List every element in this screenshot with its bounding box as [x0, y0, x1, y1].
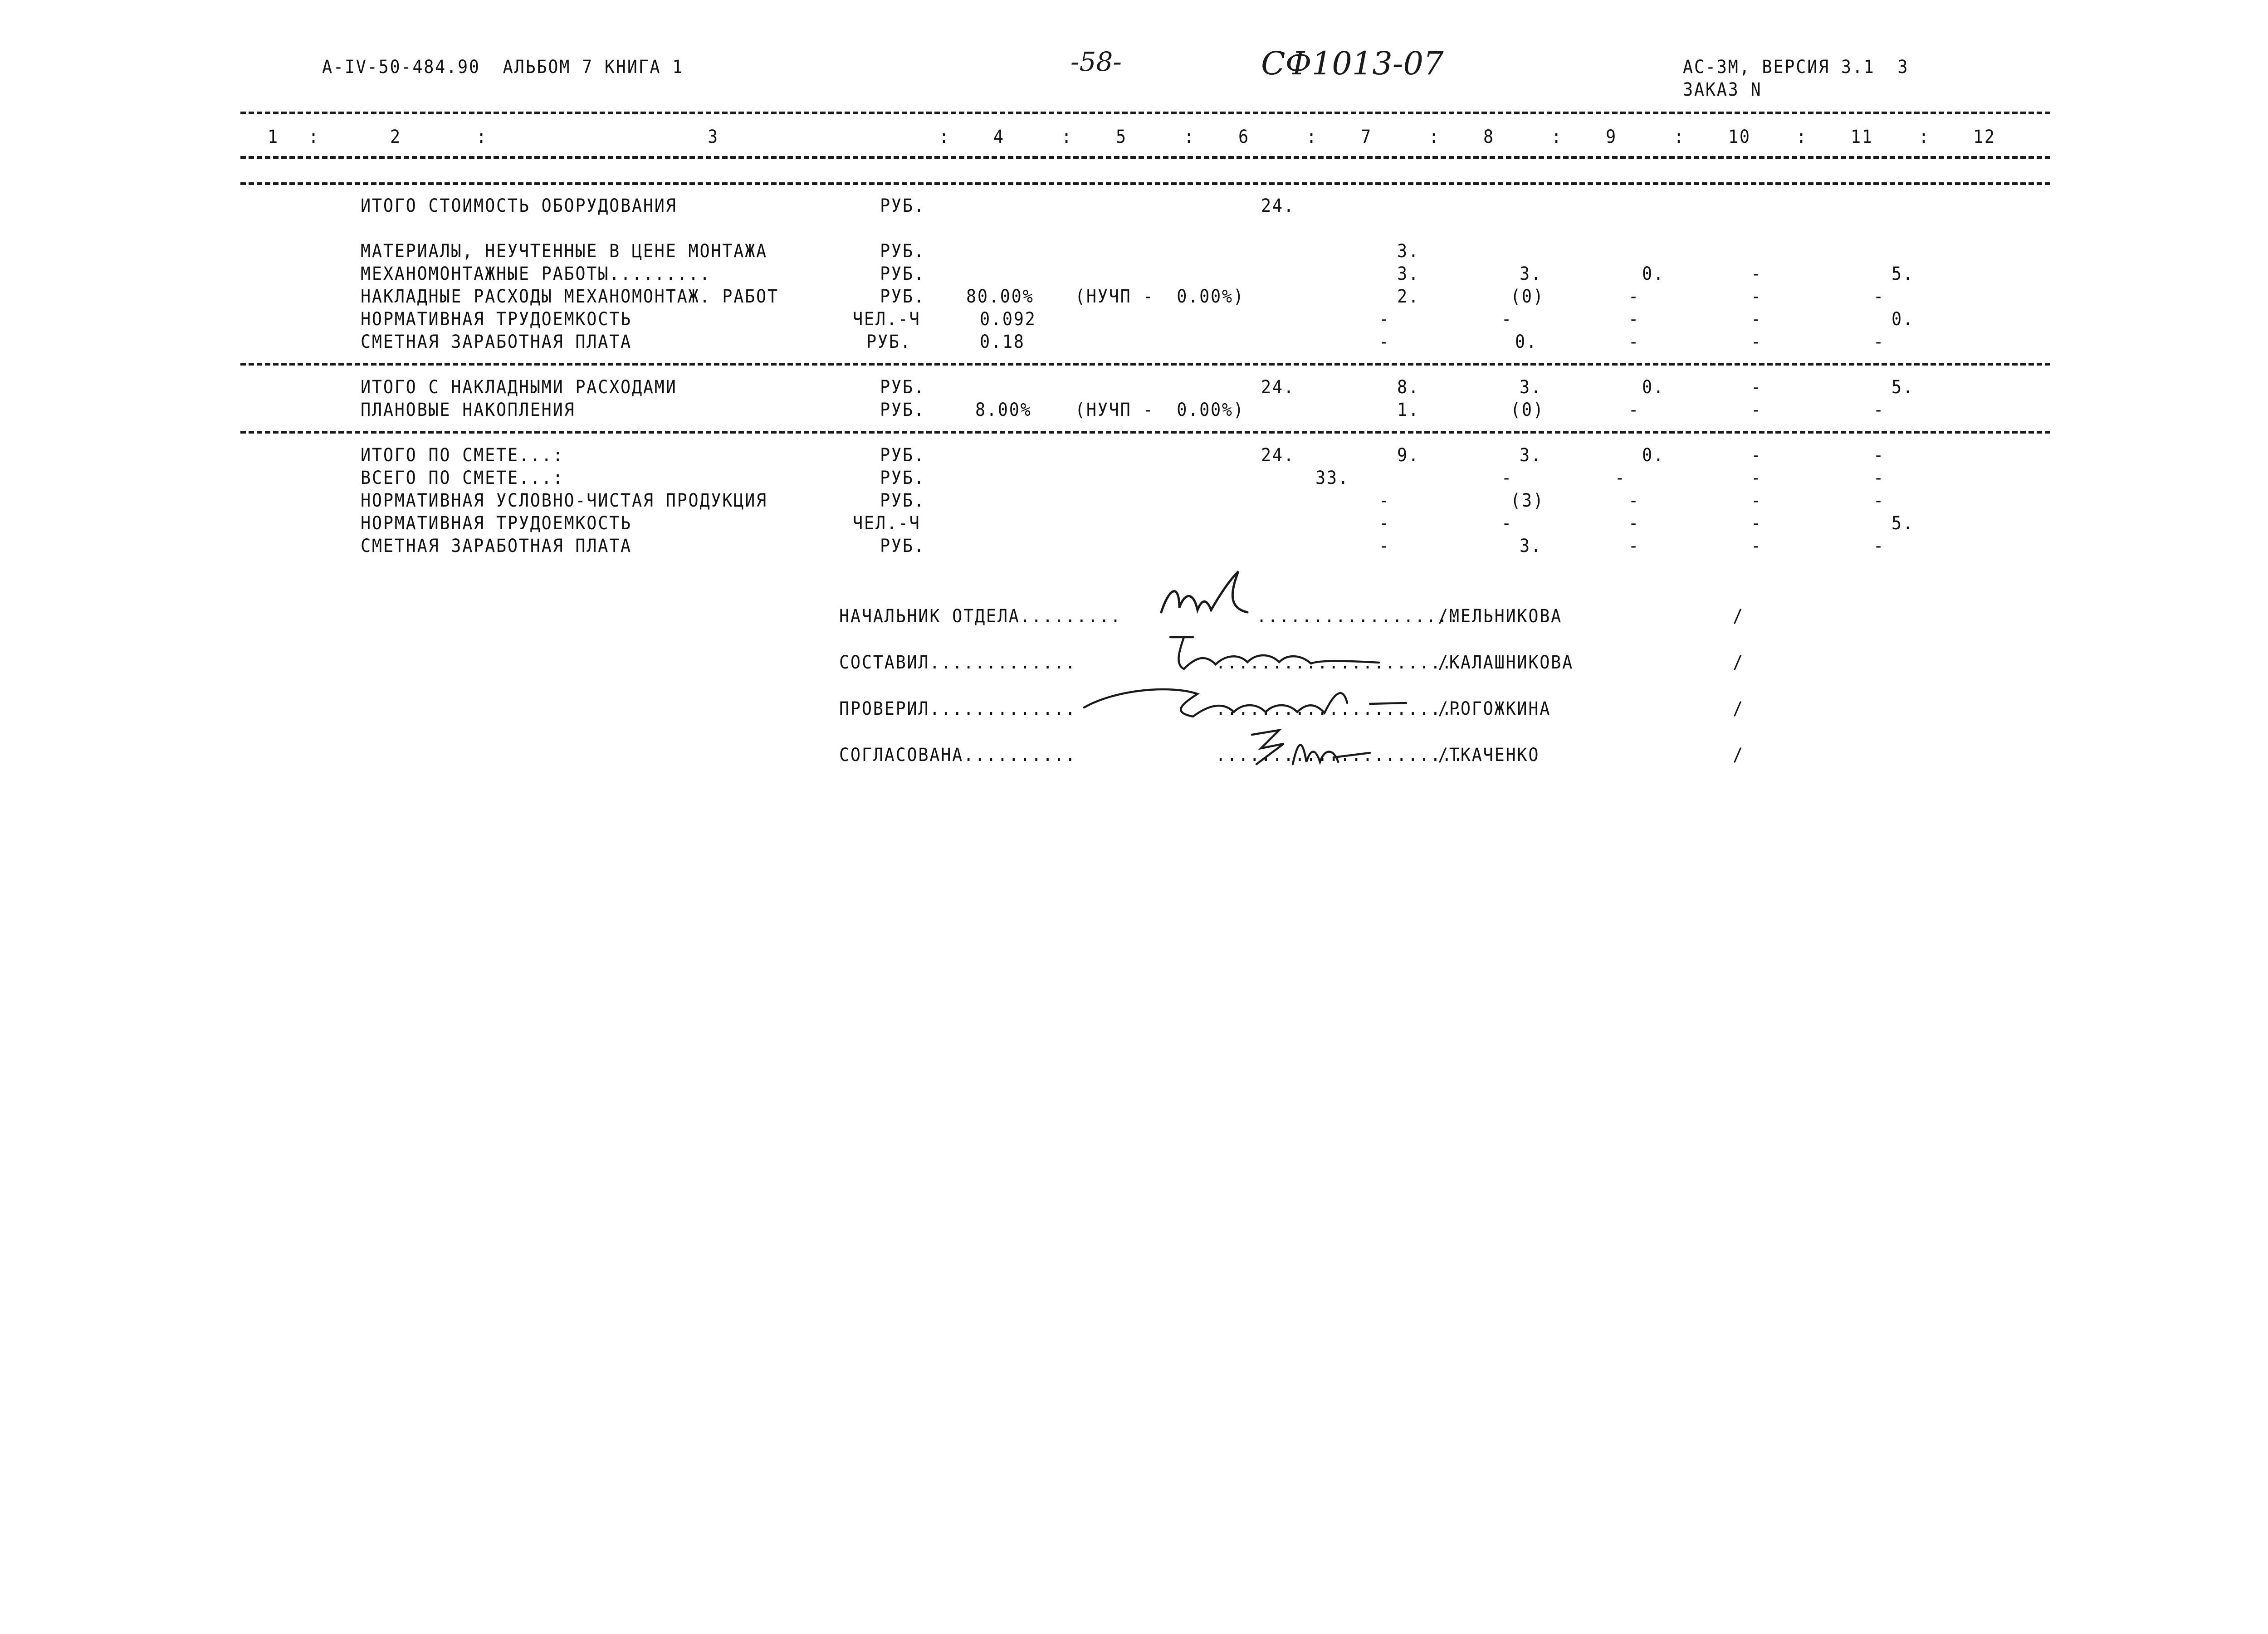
signature-role: ПРОВЕРИЛ.............: [839, 698, 1077, 719]
column-separator: :: [1919, 127, 1930, 147]
col10-value: -: [1751, 332, 1762, 352]
col10-value: -: [1751, 536, 1762, 556]
row-unit: РУБ.: [880, 445, 925, 466]
col5-value: (НУЧП - 0.00%): [1075, 400, 1245, 420]
col9-value: -: [1628, 536, 1640, 556]
handwritten-signature: [1166, 628, 1402, 678]
row-label: ИТОГО ПО СМЕТЕ...:: [361, 445, 564, 466]
col8-value: 3.: [1520, 263, 1542, 284]
col11-value: 5.: [1892, 377, 1914, 398]
signature-slash: /: [1733, 745, 1744, 766]
col11-value: 5.: [1892, 263, 1914, 284]
row-label: НОРМАТИВНАЯ УСЛОВНО-ЧИСТАЯ ПРОДУКЦИЯ: [361, 490, 767, 511]
column-number: 8: [1483, 127, 1495, 147]
row-label: МЕХАНОМОНТАЖНЫЕ РАБОТЫ.........: [361, 263, 711, 284]
signature-dots: ..................: [1256, 606, 1460, 627]
col9-value: -: [1628, 400, 1640, 420]
col8-value: 3.: [1520, 536, 1542, 556]
col11-value: -: [1873, 445, 1885, 466]
col9-value: 0.: [1642, 445, 1665, 466]
row-label: СМЕТНАЯ ЗАРАБОТНАЯ ПЛАТА: [361, 332, 632, 352]
col7-value: 9.: [1397, 445, 1420, 466]
row-label: ИТОГО С НАКЛАДНЫМИ РАСХОДАМИ: [361, 377, 677, 398]
col8-value: 3.: [1520, 377, 1542, 398]
column-number: 4: [993, 127, 1005, 147]
col10-value: -: [1751, 263, 1762, 284]
col8-value: (0): [1510, 400, 1545, 420]
col9-value: -: [1628, 513, 1640, 534]
row-unit: РУБ.: [880, 263, 925, 284]
column-separator: :: [308, 127, 320, 147]
col9-value: -: [1628, 332, 1640, 352]
column-number: 12: [1973, 127, 1996, 147]
col8-value: (0): [1510, 286, 1545, 307]
signatory-name: /РОГОЖКИНА: [1438, 698, 1551, 719]
column-number: 7: [1361, 127, 1372, 147]
column-separator: :: [476, 127, 488, 147]
col6-value: 24.: [1261, 445, 1295, 466]
signature-role: НАЧАЛЬНИК ОТДЕЛА.........: [839, 606, 1122, 627]
page-number: -58-: [1070, 46, 1122, 77]
signature-slash: /: [1733, 652, 1744, 673]
col8-value: 0.: [1515, 332, 1538, 352]
col7-value: -: [1379, 309, 1390, 330]
column-number: 6: [1238, 127, 1250, 147]
col7-value: -: [1379, 536, 1390, 556]
column-separator: :: [1796, 127, 1808, 147]
row-label: МАТЕРИАЛЫ, НЕУЧТЕННЫЕ В ЦЕНЕ МОНТАЖА: [361, 241, 767, 262]
row-unit: РУБ.: [880, 490, 925, 511]
row-unit: ЧЕЛ.-Ч: [853, 309, 921, 330]
signature-slash: /: [1733, 698, 1744, 719]
software-version: АС-3М, ВЕРСИЯ 3.1 3: [1683, 57, 1909, 78]
col11-value: -: [1873, 332, 1885, 352]
col10-value: -: [1751, 468, 1762, 488]
col4-value: 0.18: [980, 332, 1025, 352]
col8-value: -: [1501, 468, 1513, 488]
column-number: 3: [708, 127, 719, 147]
col4-value: 8.00%: [975, 400, 1032, 420]
col11-value: -: [1873, 536, 1885, 556]
column-separator: :: [1429, 127, 1440, 147]
col7-value: -: [1379, 513, 1390, 534]
document-code: СФ1013-07: [1261, 45, 1444, 82]
col11-value: 0.: [1892, 309, 1914, 330]
section-divider: [240, 363, 2050, 366]
col9-value: 0.: [1642, 263, 1665, 284]
col10-value: -: [1751, 400, 1762, 420]
col6b-value: 33.: [1315, 468, 1349, 488]
row-unit: ЧЕЛ.-Ч: [853, 513, 921, 534]
col7-value: -: [1379, 332, 1390, 352]
table-top-rule: [240, 112, 2050, 114]
col4-value: 80.00%: [966, 286, 1034, 307]
col11-value: -: [1873, 490, 1885, 511]
signatory-name: /МЕЛЬНИКОВА: [1438, 606, 1563, 627]
col5-value: (НУЧП - 0.00%): [1075, 286, 1245, 307]
column-number: 5: [1116, 127, 1127, 147]
col6-value: 24.: [1261, 195, 1295, 216]
handwritten-signature: [1080, 676, 1424, 726]
col9-value: 0.: [1642, 377, 1665, 398]
row-label: СМЕТНАЯ ЗАРАБОТНАЯ ПЛАТА: [361, 536, 632, 556]
signature-dots: ......................: [1216, 745, 1465, 766]
row-unit: РУБ.: [880, 286, 925, 307]
album-reference: А-IV-50-484.90 АЛЬБОМ 7 КНИГА 1: [322, 57, 684, 78]
col10-value: -: [1751, 309, 1762, 330]
col11-value: 5.: [1892, 513, 1914, 534]
section-divider: [240, 431, 2050, 434]
handwritten-signature: [1152, 567, 1270, 626]
col7-value: 8.: [1397, 377, 1420, 398]
row-unit: РУБ.: [866, 332, 912, 352]
col10-value: -: [1751, 377, 1762, 398]
col7-value: 3.: [1397, 263, 1420, 284]
col9-value: -: [1615, 468, 1626, 488]
column-separator: :: [1551, 127, 1563, 147]
column-number: 10: [1728, 127, 1751, 147]
col10-value: -: [1751, 490, 1762, 511]
signature-dots: ......................: [1216, 698, 1465, 719]
col8-value: 3.: [1520, 445, 1542, 466]
column-number: 11: [1851, 127, 1873, 147]
col4-value: 0.092: [980, 309, 1036, 330]
col10-value: -: [1751, 445, 1762, 466]
signature-slash: /: [1733, 606, 1744, 627]
row-unit: РУБ.: [880, 400, 925, 420]
col8-value: (3): [1510, 490, 1545, 511]
signature-dots: ......................: [1216, 652, 1465, 673]
col11-value: -: [1873, 286, 1885, 307]
column-number: 9: [1606, 127, 1617, 147]
header-bottom-rule: [240, 156, 2050, 159]
column-number: 1: [268, 127, 279, 147]
col7-value: 2.: [1397, 286, 1420, 307]
column-separator: :: [1061, 127, 1073, 147]
col10-value: -: [1751, 513, 1762, 534]
column-separator: :: [1184, 127, 1195, 147]
col7-value: -: [1379, 490, 1390, 511]
row-label: ИТОГО СТОИМОСТЬ ОБОРУДОВАНИЯ: [361, 195, 677, 216]
row-unit: РУБ.: [880, 241, 925, 262]
signature-role: СОГЛАСОВАНА..........: [839, 745, 1077, 766]
column-number: 2: [390, 127, 401, 147]
col8-value: -: [1501, 513, 1513, 534]
row-label: НОРМАТИВНАЯ ТРУДОЕМКОСТЬ: [361, 513, 632, 534]
row-unit: РУБ.: [880, 468, 925, 488]
row-unit: РУБ.: [880, 377, 925, 398]
row-label: ПЛАНОВЫЕ НАКОПЛЕНИЯ: [361, 400, 576, 420]
col9-value: -: [1628, 490, 1640, 511]
col9-value: -: [1628, 286, 1640, 307]
row-label: НОРМАТИВНАЯ ТРУДОЕМКОСТЬ: [361, 309, 632, 330]
row-label: НАКЛАДНЫЕ РАСХОДЫ МЕХАНОМОНТАЖ. РАБОТ: [361, 286, 779, 307]
col11-value: -: [1873, 400, 1885, 420]
col10-value: -: [1751, 286, 1762, 307]
col6-value: 24.: [1261, 377, 1295, 398]
signature-role: СОСТАВИЛ.............: [839, 652, 1077, 673]
column-separator: :: [1306, 127, 1318, 147]
row-unit: РУБ.: [880, 536, 925, 556]
order-number-label: ЗАКАЗ N: [1683, 79, 1762, 100]
col9-value: -: [1628, 309, 1640, 330]
signatory-name: /ТКАЧЕНКО: [1438, 745, 1540, 766]
col7-value: 1.: [1397, 400, 1420, 420]
signatory-name: /КАЛАШНИКОВА: [1438, 652, 1574, 673]
column-separator: :: [1674, 127, 1685, 147]
header-bottom-rule-double: [240, 182, 2050, 185]
row-unit: РУБ.: [880, 195, 925, 216]
col11-value: -: [1873, 468, 1885, 488]
col8-value: -: [1501, 309, 1513, 330]
handwritten-signature: [1243, 721, 1379, 771]
col7-value: 3.: [1397, 241, 1420, 262]
column-separator: :: [939, 127, 950, 147]
row-label: ВСЕГО ПО СМЕТЕ...:: [361, 468, 564, 488]
